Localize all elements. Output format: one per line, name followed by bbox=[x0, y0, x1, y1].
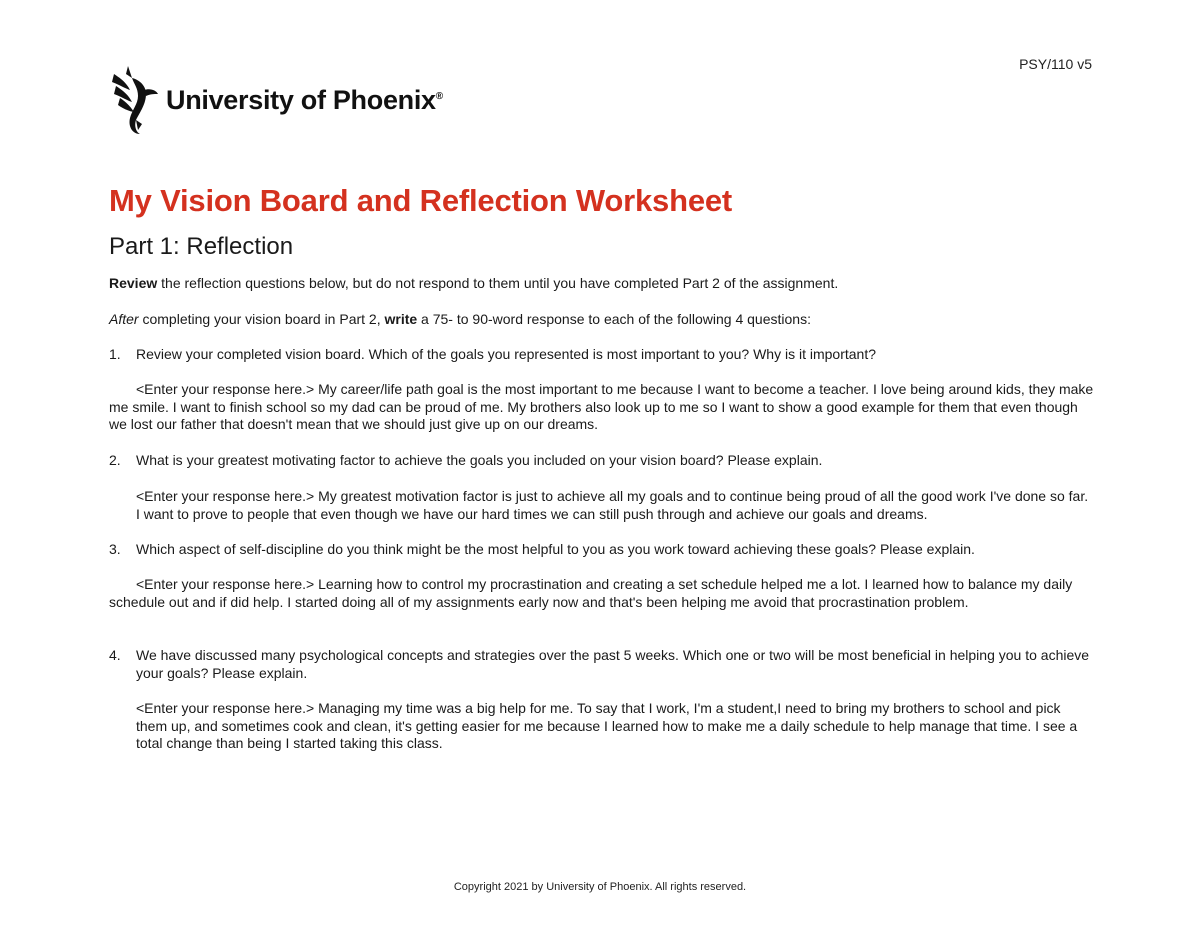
after-italic: After bbox=[109, 311, 139, 327]
course-code: PSY/110 v5 bbox=[1019, 56, 1092, 72]
review-text: the reflection questions below, but do not respond to them until you have completed Part 2 of the assignment. bbox=[157, 275, 839, 291]
question-number: 4. bbox=[109, 647, 121, 663]
question-number: 1. bbox=[109, 346, 121, 362]
part1-heading: Part 1: Reflection bbox=[109, 233, 294, 260]
after-text-rest: a 75- to 90-word response to each of the following 4 questions: bbox=[417, 311, 811, 327]
response-text: <Enter your response here.> Managing my time was a big help for me. To say that I work, I'm a student,I need to bring my brothers to school and pick them up, and sometimes cook and clean, it's getting easier for me because I learned how to make me a daily schedule to help manage that time. I see a total change than being I started taking this class. bbox=[136, 700, 1078, 751]
question-text: We have discussed many psychological concepts and strategies over the past 5 weeks. Which one or two will be most beneficial in helping you to achieve your goals? Please explain. bbox=[136, 647, 1090, 681]
question-text: Review your completed vision board. Which of the goals you represented is most important to you? Why is it important? bbox=[136, 346, 877, 362]
question-text: Which aspect of self-discipline do you think might be the most helpful to you as you work toward achieving these goals? Please explain. bbox=[136, 541, 975, 557]
review-instruction bbox=[109, 275, 1094, 293]
question-text: What is your greatest motivating factor to achieve the goals you included on your vision board? Please explain. bbox=[136, 452, 823, 468]
question-number: 2. bbox=[109, 452, 121, 468]
university-logo bbox=[110, 64, 443, 136]
phoenix-bird-icon bbox=[110, 64, 160, 136]
response-text: <Enter your response here.> My career/life path goal is the most important to me because I want to become a teacher. I love being around kids, they make me smile. I want to finish school so my dad can be proud of me. My brothers also look up to me so I want to show a good example for them that even though we lost our father that doesn't mean that we should just give up on our dreams. bbox=[109, 381, 1094, 432]
logo-text: University of Phoenix bbox=[166, 84, 436, 115]
after-instruction bbox=[109, 311, 1094, 329]
copyright-footer: Copyright 2021 by University of Phoenix. All rights reserved. bbox=[453, 881, 747, 893]
write-bold: write bbox=[384, 311, 418, 327]
response-text: <Enter your response here.> My greatest motivation factor is just to achieve all my goals and to continue being proud of all the good work I've done so far. I want to prove to people that even though we have our hard times we can still push through and achieve our goals and dreams. bbox=[136, 488, 1089, 522]
registered-mark: ® bbox=[435, 90, 443, 102]
document-title: My Vision Board and Reflection Worksheet bbox=[109, 183, 733, 218]
review-bold: Review bbox=[109, 275, 158, 291]
question-number: 3. bbox=[109, 541, 121, 557]
logo-wordmark bbox=[166, 85, 443, 116]
after-text-mid: completing your vision board in Part 2, bbox=[138, 311, 385, 327]
response-text: <Enter your response here.> Learning how to control my procrastination and creating a set schedule helped me a lot. I learned how to balance my daily schedule out and if did help. I started doing all of my assignments early now and that's been helping me avoid that procrastination problem. bbox=[109, 576, 1073, 610]
